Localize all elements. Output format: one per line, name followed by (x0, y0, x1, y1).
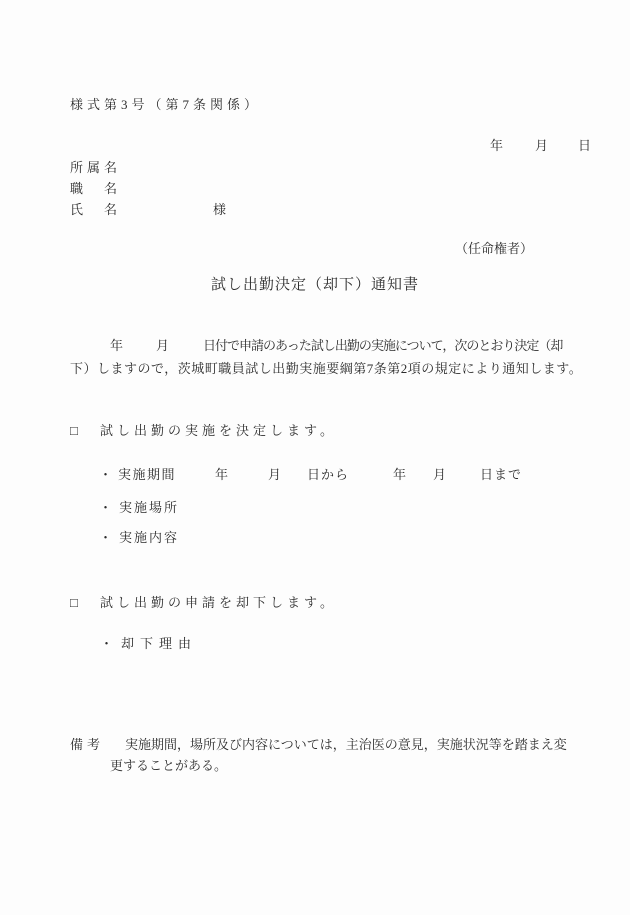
period-label: 実施期間 (118, 467, 177, 482)
issue-date-day-label: 日 (578, 138, 592, 153)
remarks-line1: 実施期間，場所及び内容については，主治医の意見，実施状況等を踏まえ変 (125, 737, 567, 752)
body-month-label: 月 (156, 338, 170, 353)
content-label: 実施内容 (119, 530, 180, 545)
issue-date-year-label: 年 (490, 138, 504, 153)
remarks-label: 備考 (70, 737, 105, 752)
reason-bullet-icon: ・ (100, 636, 114, 651)
reason-label: 却下理由 (121, 636, 198, 651)
form-number: 様式第3号（第7条関係） (70, 97, 262, 112)
period-to-year-label: 年 (393, 467, 407, 482)
approve-checkbox: □ (70, 423, 78, 438)
recipient-honorific: 様 (213, 202, 227, 217)
appointer-label: （任命権者） (455, 241, 534, 256)
period-from-year-label: 年 (215, 467, 229, 482)
content-bullet-icon: ・ (99, 530, 113, 545)
place-bullet-icon: ・ (99, 500, 113, 515)
period-to-day-label: 日まで (480, 467, 523, 482)
job-title-label: 職 名 (70, 181, 122, 196)
body-year-label: 年 (110, 338, 124, 353)
period-from-month-label: 月 (268, 467, 282, 482)
body-paragraph-line1: 日付で申請のあった試し出勤の実施について，次のとおり決定（却 (203, 338, 563, 353)
document-title: 試し出勤決定（却下）通知書 (210, 277, 419, 293)
place-label: 実施場所 (119, 500, 180, 515)
period-from-day-label: 日から (307, 467, 350, 482)
issue-date-month-label: 月 (535, 138, 549, 153)
name-label: 氏 名 (70, 202, 122, 217)
body-paragraph-line2: 下）しますので，茨城町職員試し出勤実施要綱第7条第2項の規定により通知します。 (70, 361, 583, 376)
reject-checkbox: □ (70, 595, 78, 610)
reject-label: 試し出勤の申請を却下します。 (100, 595, 337, 610)
affiliation-label: 所属名 (70, 160, 122, 175)
remarks-line2: 更することがある。 (110, 758, 228, 773)
period-bullet-icon: ・ (99, 467, 113, 482)
approve-label: 試し出勤の実施を決定します。 (100, 423, 337, 438)
period-to-month-label: 月 (433, 467, 447, 482)
